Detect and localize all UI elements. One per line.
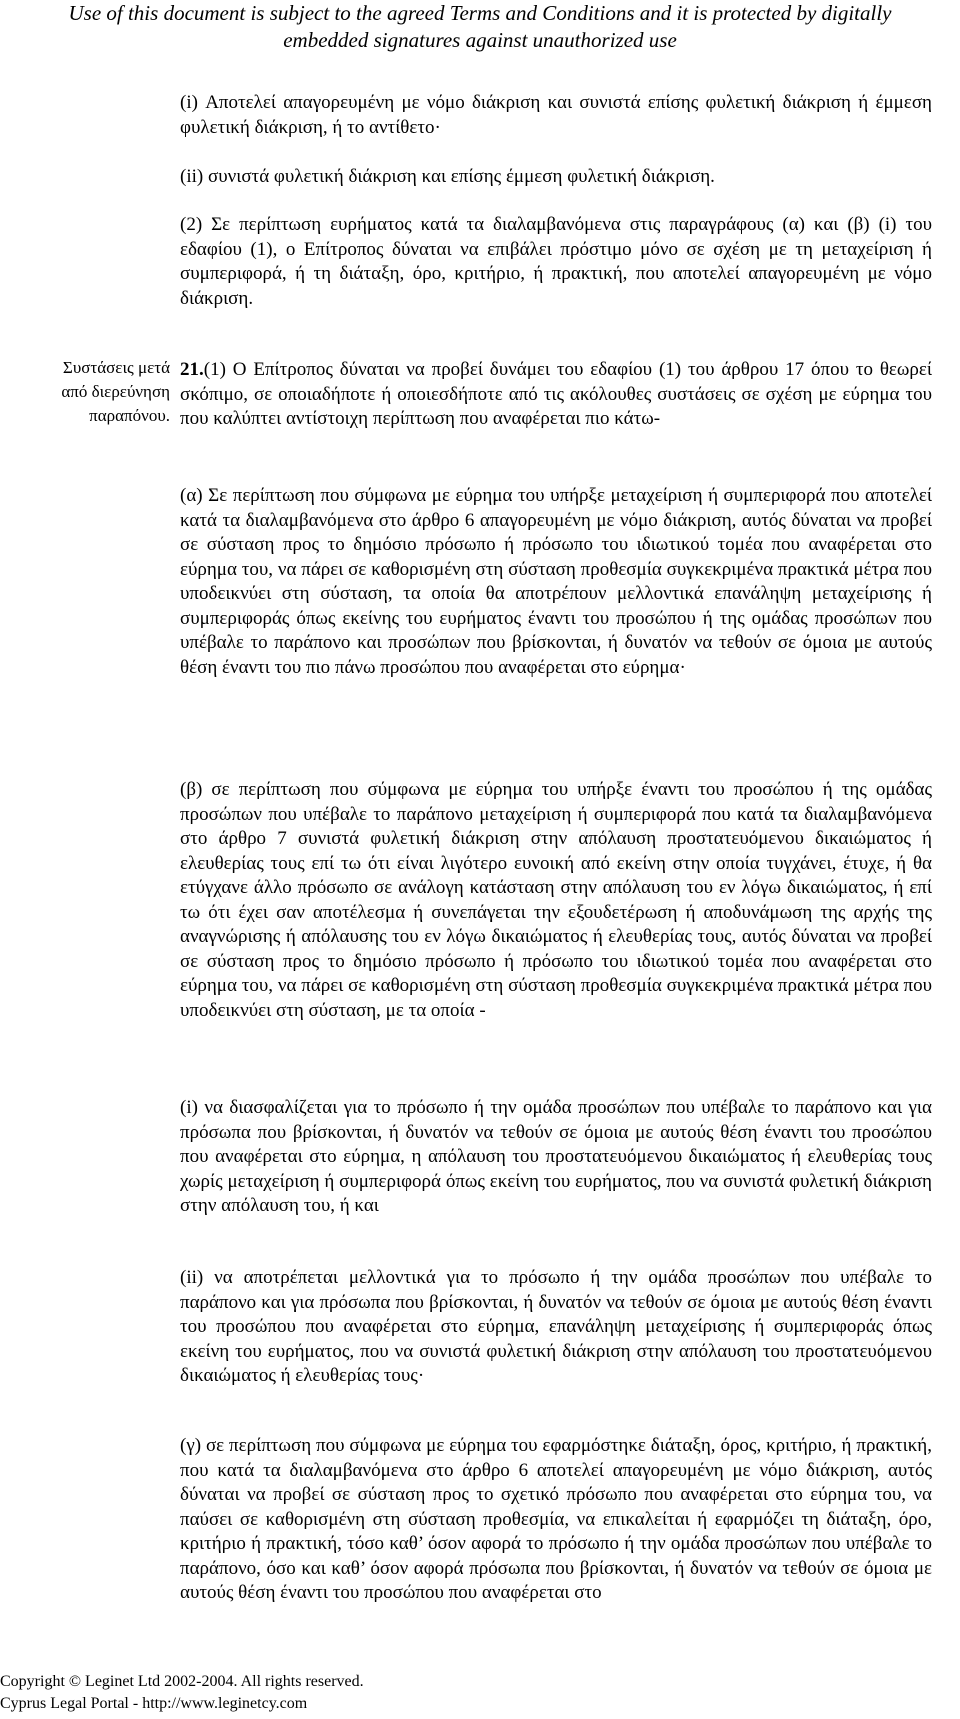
subparagraph-beta-i: (i) να διασφαλίζεται για το πρόσωπο ή την ομάδα προσώπων που υπέβαλε το παράπονο και για πρόσωπα που βρίσκονται, ή δυνατόν να τεθούν σε όμοια με αυτούς θέση έναντι του προσώπου που αναφέρεται στο εύρημα, η απόλαυση του προστατευόμενου δικαιώματος ή ελευθερίας τους χωρίς μεταχείριση ή συμπεριφορά όπως εκείνη του ευρήματος, που να συνιστά φυλετική διάκριση στην απόλαυση του, ή και	[180, 1097, 932, 1216]
margin-note-line-3: παραπόνου.	[89, 406, 170, 425]
header-line-1: Use of this document is subject to the agreed Terms and Conditions and it is protected by digitally	[68, 1, 892, 25]
margin-note-line-2: από διερεύνηση	[61, 382, 170, 401]
copyright-line: Copyright © Leginet Ltd 2002-2004. All rights reserved.	[0, 1673, 364, 1690]
protection-notice-header	[0, 0, 960, 54]
section-number: 21.	[180, 359, 204, 380]
margin-note-section-21	[0, 356, 170, 428]
portal-link[interactable]: Cyprus Legal Portal - http://www.leginetcy.com	[0, 1695, 308, 1712]
subparagraph-i: (i) Αποτελεί απαγορευμένη με νόμο διάκριση και συνιστά επίσης φυλετική διάκριση ή έμμεση φυλετική διάκριση, ή το αντίθετο·	[180, 92, 932, 138]
subparagraph-beta: (β) σε περίπτωση που σύμφωνα με εύρημα του υπήρξε έναντι του προσώπου ή της ομάδας προσώπων που υπέβαλε το παράπονο μεταχείριση ή συμπεριφορά που κατά τα διαλαμβανόμενα στο άρθρο 7 συνιστά φυλετική διάκριση στην απόλαυση προστατευόμενου δικαιώματος ή ελευθερίας τους επί τω ότι είναι λιγότερο ευνοική από εκείνη στην οποία τυγχάνει, έτυχε, ή θα ετύγχανε άλλο πρόσωπο σε ανάλογη κατάσταση στην απόλαυση του εν λόγω δικαιώματος, ή επί τω ότι έχει σαν αποτέλεσμα ή συνεπάγεται την εξουδετέρωση ή αποδυνάμωση της αρχής της αναγνώρισης ή απόλαυσης του εν λόγω δικαιώματος ή ελευθερίας τους, αυτός δύναται να προβεί σε σύσταση προς το δημόσιο πρόσωπο ή πρόσωπο του ιδιωτικού τομέα που αναφέρεται στο εύρημα του, να πάρει σε καθορισμένη στη σύσταση προθεσμία συγκεκριμένα πρακτικά μέτρα που υποδεικνύει στη σύσταση, με τα οποία -	[180, 779, 932, 1021]
header-line-2: embedded signatures against unauthorized use	[283, 28, 677, 52]
margin-note-line-1: Συστάσεις μετά	[62, 358, 170, 377]
subparagraph-ii: (ii) συνιστά φυλετική διάκριση και επίσης έμμεση φυλετική διάκριση.	[180, 166, 715, 187]
copyright-footer	[0, 1671, 364, 1715]
section-21-text: (1) Ο Επίτροπος δύναται να προβεί δυνάμει του εδαφίου (1) του άρθρου 17 όπου το θεωρεί σκόπιμο, σε οποιαδήποτε ή οποιεσδήποτε από τις ακόλουθες συστάσεις σε σχέση με εύρημα του που καλύπτει αντίστοιχη περίπτωση που αναφέρεται πιο κάτω-	[180, 359, 932, 429]
subparagraph-beta-ii: (ii) να αποτρέπεται μελλοντικά για το πρόσωπο ή την ομάδα προσώπων που υπέβαλε το παράπονο και για πρόσωπα που βρίσκονται, ή δυνατόν να τεθούν σε όμοια με αυτούς θέση έναντι του προσώπου που αναφέρεται στο εύρημα, επανάληψη μεταχείρισης ή συμπεριφοράς όπως εκείνη του ευρήματος, που να συνιστά φυλετική διάκριση στην απόλαυση του προστατευόμενου δικαιώματος ή ελευθερίας τους·	[180, 1267, 932, 1386]
subparagraph-gamma: (γ) σε περίπτωση που σύμφωνα με εύρημα του εφαρμόστηκε διάταξη, όρος, κριτήριο, ή πρακτική, που κατά τα διαλαμβανόμενα στο άρθρο 6 αποτελεί απαγορευμένη με νόμο διάκριση, αυτός δύναται να προβεί σε σύσταση προς το σχετικό πρόσωπο που αναφέρεται στο εύρημα του, να παύσει σε καθορισμένη στη σύσταση προθεσμία, να επικαλείται ή εφαρμόζει τη διάταξη, όρο, κριτήριο ή πρακτική, τόσο καθ’ όσον αφορά το πρόσωπο ή την ομάδα προσώπων που υπέβαλε το παράπονο, όσο και καθ’ όσον αφορά πρόσωπα που βρίσκονται, ή δυνατόν να τεθούν σε όμοια με αυτούς θέση έναντι του προσώπου που αναφέρεται στο	[180, 1435, 932, 1603]
section-21-paragraph-1	[180, 358, 932, 432]
subparagraph-alpha: (α) Σε περίπτωση που σύμφωνα με εύρημα του υπήρξε μεταχείριση ή συμπεριφορά που αποτελεί κατά τα διαλαμβανόμενα στο άρθρο 6 απαγορευμένη με νόμο διάκριση, αυτός δύναται να προβεί σε σύσταση προς το δημόσιο πρόσωπο ή πρόσωπο του ιδιωτικού τομέα που αναφέρεται στο εύρημα του, να πάρει σε καθορισμένη στη σύσταση προθεσμία συγκεκριμένα πρακτικά μέτρα που υποδεικνύει στη σύσταση, τα οποία θα αποτρέπουν μελλοντικά επανάληψη μεταχείρισης ή συμπεριφοράς όπως εκείνης του ευρήματος έναντι του προσώπου ή της ομάδας προσώπων που υπέβαλε το παράπονο και προσώπων που βρίσκονται, ή δυνατόν να τεθούν σε όμοια με αυτούς θέση έναντι του πιο πάνω προσώπου που αναφέρεται στο εύρημα·	[180, 485, 932, 678]
paragraph-2: (2) Σε περίπτωση ευρήματος κατά τα διαλαμβανόμενα στις παραγράφους (α) και (β) (i) του εδαφίου (1), ο Επίτροπος δύναται να επιβάλει πρόστιμο μόνο σε σχέση με τη μεταχείριση ή συμπεριφορά, ή τη διάταξη, όρο, κριτήριο, ή πρακτική, που αποτελεί απαγορευμένη με νόμο διάκριση.	[180, 214, 932, 309]
